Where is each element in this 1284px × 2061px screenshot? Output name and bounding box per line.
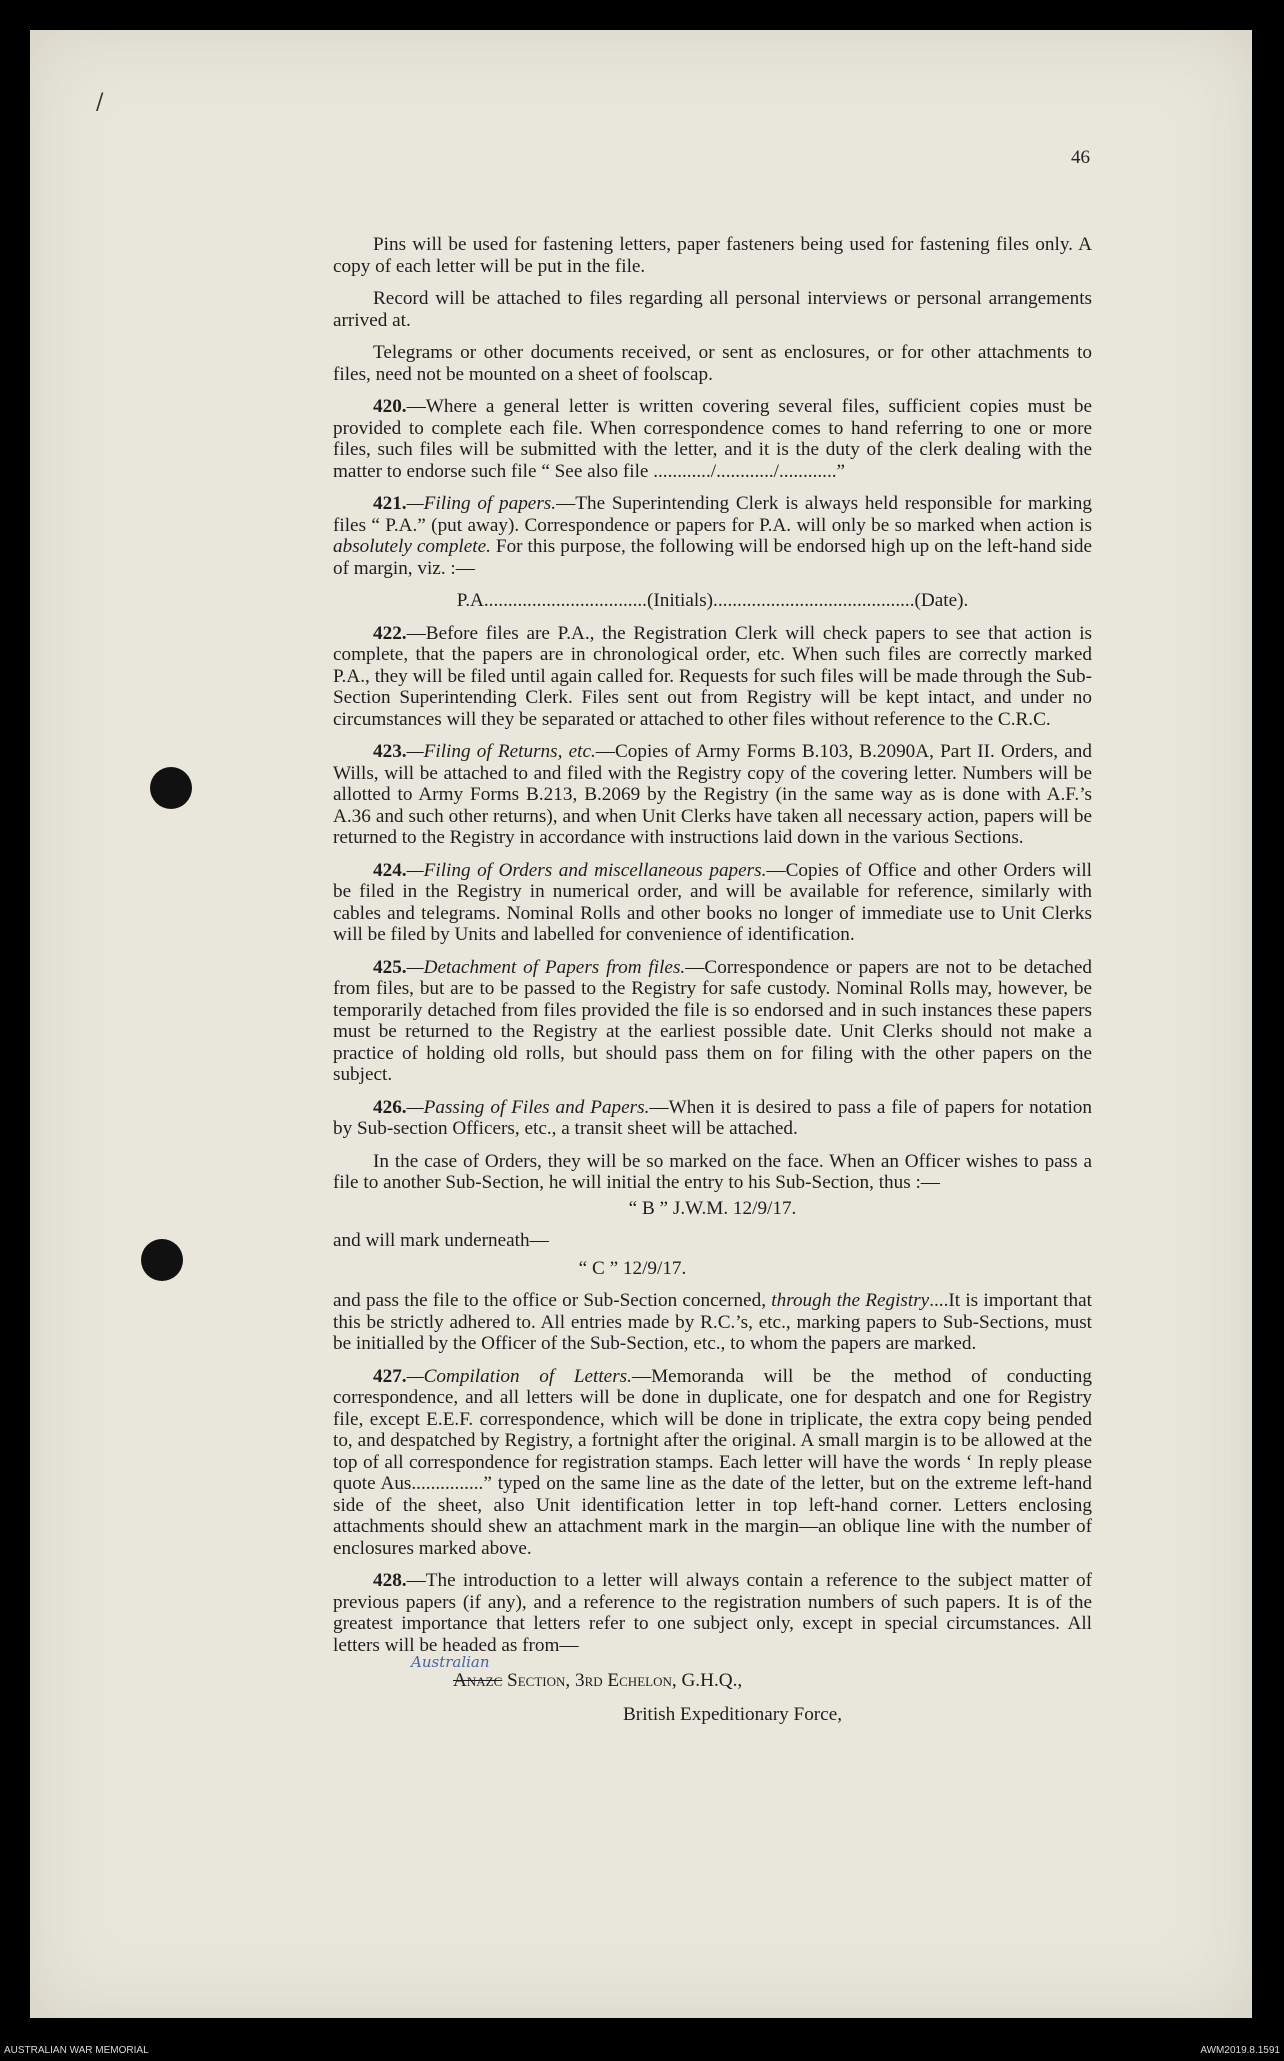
paragraph-420	[333, 396, 1092, 482]
letter-heading-line-1	[333, 1653, 1092, 1692]
paragraph-423	[333, 741, 1092, 849]
clause-number: 420.	[373, 396, 407, 417]
handwritten-annotation: Australian	[411, 1653, 490, 1671]
clause-number: 421.	[373, 493, 407, 514]
paragraph-427	[333, 1366, 1092, 1560]
paragraph: In the case of Orders, they will be so marked on the face. When an Officer wishes to pass a file to another Sub-Section, he will initial the entry to his Sub-Section, thus :—	[333, 1150, 1092, 1193]
clause-title: —Passing of Files and Papers.	[406, 1096, 650, 1118]
clause-number: 422.	[373, 622, 407, 644]
example-line-c: “ C ” 12/9/17.	[578, 1257, 687, 1279]
clause-title: —Detachment of Papers from files.	[406, 956, 686, 978]
pencil-mark: /	[96, 90, 104, 115]
paragraph: and will mark underneath—	[333, 1230, 549, 1251]
clause-text: —When it is desired to pass a file of papers for notation by Sub-section Officers, etc., a transit sheet will be attached.	[333, 1096, 1092, 1139]
clause-number: 427.	[373, 1365, 407, 1387]
footer-institution: AUSTRALIAN WAR MEMORIAL	[4, 2045, 149, 2056]
heading-text: Section, 3rd Echelon, G.H.Q.,	[502, 1670, 743, 1691]
paragraph-426	[333, 1097, 1092, 1140]
paragraph-428	[333, 1570, 1092, 1656]
letter-heading-line-2: British Expeditionary Force,	[623, 1703, 843, 1725]
clause-number: 425.	[373, 956, 407, 978]
paragraph: Record will be attached to files regarding all personal interviews or personal arrangements arrived at.	[333, 288, 1092, 331]
clause-text: ....It is important that this be strictly adhered to. All entries made by R.C.’s, etc., marking papers to Sub-Sections, must be initialled by the Officer of the Sub-Section, etc., to whom the papers are marked.	[333, 1290, 1092, 1354]
clause-title: —Compilation of Letters.	[406, 1365, 632, 1387]
clause-text: —Where a general letter is written covering several files, sufficient copies must be provided to complete each file. When correspondence comes to hand referring to one or more files, such files will be submitted with the letter, and it is the duty of the clerk dealing with the matter to endorse such file “ See also file ............/............/............”	[333, 396, 1092, 482]
clause-text: —Copies of Office and other Orders will be filed in the Registry in numerical order, and will be available for reference, similarly with cables and telegrams. Nominal Rolls and other books no longer of immediate use to Unit Clerks will be filed by Units and labelled for convenience of identification.	[333, 859, 1092, 945]
clause-number: 423.	[373, 741, 407, 762]
paragraph-421	[333, 493, 1092, 579]
paragraph-422	[333, 623, 1092, 731]
clause-text: —Copies of Army Forms B.103, B.2090A, Part II. Orders, and Wills, will be attached to and filed with the Registry copy of the covering letter. Numbers will be allotted to Army Forms B.213, B.2069 by the Registry (in the same way as is done with A.F.’s A.36 and such other returns), and when Unit Clerks have taken all necessary action, papers will be returned to the Registry in accordance with instructions laid down in the various Sections.	[333, 741, 1092, 848]
clause-number: 426.	[373, 1096, 407, 1118]
clause-text: For this purpose, the following will be endorsed high up on the left-hand side of margin, viz. :—	[333, 536, 1092, 579]
clause-text: —Before files are P.A., the Registration Clerk will check papers to see that action is complete, that the papers are in chronological order, etc. When such files are correctly marked P.A., they will be filed until again called for. Requests for such files will be made through the Sub-Section Superintending Clerk. Files sent out from Registry will be kept intact, and under no circumstances will they be separated or attached to other files without reference to the C.R.C.	[333, 622, 1092, 730]
footer-accession: AWM2019.8.1591	[1200, 2045, 1280, 2056]
clause-number: 424.	[373, 859, 407, 881]
paragraph-424	[333, 860, 1092, 946]
punch-hole-top	[150, 767, 192, 809]
emphasis: absolutely complete.	[333, 536, 491, 557]
page-number: 46	[1071, 147, 1090, 168]
clause-title: —Filing of Orders and miscellaneous papers.	[406, 859, 767, 881]
clause-text: —The introduction to a letter will always contain a reference to the subject matter of previous papers (if any), and a reference to the registration numbers of such papers. It is of the greatest importance that letters refer to one subject only, except in special circumstances. All letters will be headed as from—	[333, 1570, 1092, 1656]
paragraph	[333, 1290, 1092, 1355]
punch-hole-bottom	[141, 1239, 183, 1281]
clause-text: —The Superintending Clerk is always held responsible for marking files “ P.A.” (put away). Correspondence or papers for P.A. will only be so marked when action is	[333, 493, 1092, 536]
paragraph: Pins will be used for fastening letters, paper fasteners being used for fastening files only. A copy of each letter will be put in the file.	[333, 234, 1092, 277]
clause-text: —Memoranda will be the method of conducting correspondence, and all letters will be done in duplicate, one for despatch and one for Registry file, except E.E.F. correspondence, which will be done in triplicate, the extra copy being pended to, and despatched by Registry, a fortnight after the original. A small margin is to be allowed at the top of all correspondence for registration stamps. Each letter will have the words ‘ In reply please quote Aus...............” typed on the same line as the date of the letter, but on the extreme left-hand side of the sheet, also Unit identification letter in top left-hand corner. Letters enclosing attachments should shew an attachment mark in the margin—an oblique line with the number of enclosures marked above.	[333, 1365, 1092, 1559]
emphasis: through the Registry	[771, 1290, 930, 1311]
struck-word: Anazc	[453, 1670, 503, 1691]
clause-title: —Filing of papers.	[406, 493, 557, 514]
pa-endorsement-line: P.A..................................(Initials)..........................................(Date).	[456, 590, 969, 611]
clause-number: 428.	[373, 1570, 407, 1591]
clause-title: —Filing of Returns, etc.	[406, 741, 596, 762]
paragraph-425	[333, 957, 1092, 1086]
clause-text: —Correspondence or papers are not to be detached from files, but are to be passed to the Registry for safe custody. Nominal Rolls may, however, be temporarily detached from files provided the file is so endorsed and in such instances these papers must be returned to the Registry at the earliest possible date. Unit Clerks should not make a practice of holding old rolls, but should pass them on for filing with the other papers on the subject.	[333, 956, 1092, 1085]
clause-text: and pass the file to the office or Sub-Section concerned,	[333, 1290, 772, 1311]
example-line-b: “ B ” J.W.M. 12/9/17.	[628, 1197, 797, 1219]
document-body	[333, 234, 1092, 1725]
paragraph: Telegrams or other documents received, or sent as enclosures, or for other attachments to files, need not be mounted on a sheet of foolscap.	[333, 342, 1092, 385]
